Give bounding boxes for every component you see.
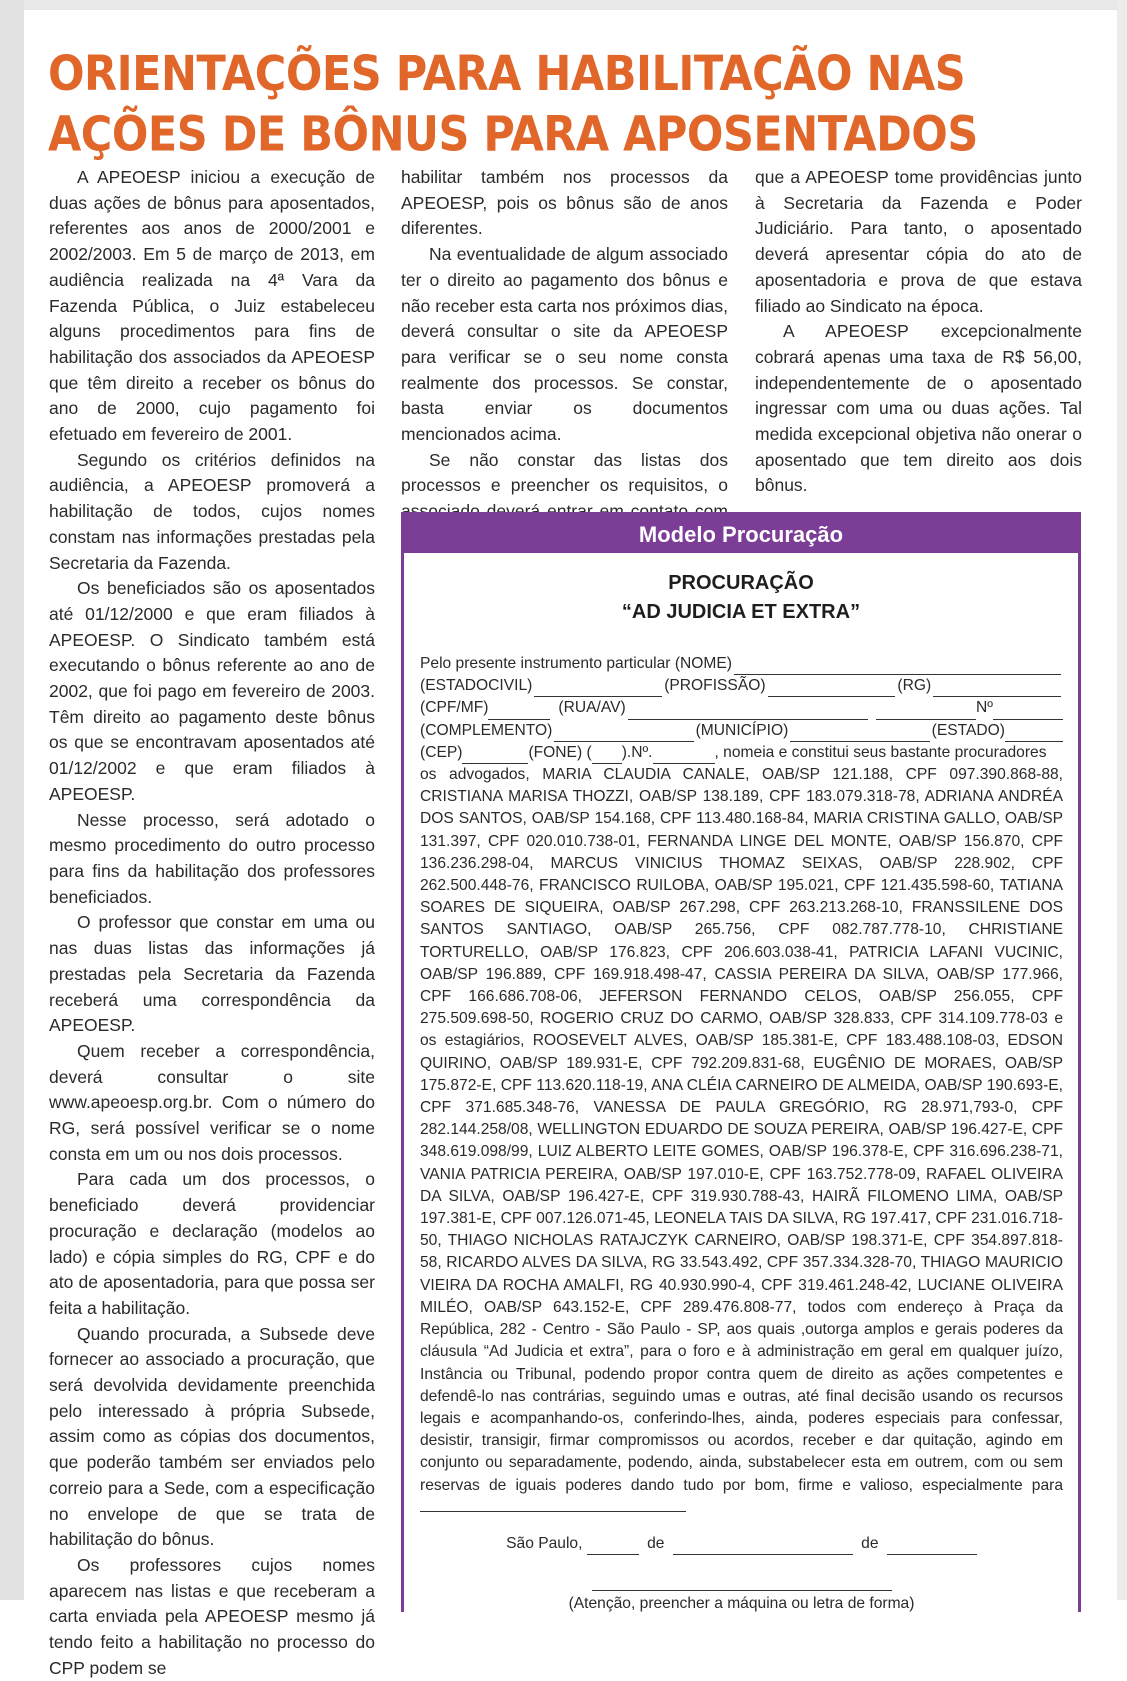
fone-blank[interactable] — [653, 747, 715, 764]
paragraph: habilitar também nos processos da APEOESP, pois os bônus são de anos diferentes. — [401, 167, 728, 239]
model-title-line-2: “AD JUDICIA ET EXTRA” — [621, 601, 861, 623]
paragraph: O professor que constar em uma ou nas duas listas das informações já prestadas pela Secretaria da Fazenda receberá uma correspondência da APEOESP. — [49, 912, 375, 1036]
fill-instruction-note: (Atenção, preencher a máquina ou letra de forma) — [568, 1595, 915, 1613]
rua-blank[interactable] — [628, 703, 868, 720]
label-cpf: (CPF/MF) — [420, 699, 489, 717]
paragraph: Para cada um dos processos, o beneficiado deverá providenciar procuração e declaração (modelos ao lado) e cópia simples do RG, CPF e do ato de aposentadoria, para que possa ser feita a habilitação. — [49, 1169, 375, 1318]
rua-blank-2[interactable] — [876, 703, 976, 720]
label-rg: (RG) — [897, 677, 932, 695]
paragraph: Os professores cujos nomes aparecem nas listas e que receberam a carta enviada pela APEOESP mesmo já tendo feito a habilitação no processo do CPP podem se — [49, 1554, 375, 1678]
paragraph: Quando procurada, a Subsede deve fornecer ao associado a procuração, que será devolvida devidamente preenchida pelo interessado à própria Subsede, assim como as cópias dos documentos, que poderão também ser enviados pelo correio para a Sede, com a especificação no envelope de que se trata de habilitação do bônus. — [49, 1323, 375, 1550]
label-municipio: (MUNICÍPIO) — [695, 721, 789, 739]
form-line-nome — [420, 653, 1063, 675]
paragraph: Na eventualidade de algum associado ter o direito ao pagamento dos bônus e não receber esta carta nos próximos dias, deverá consultar o site da APEOESP para verificar se o seu nome consta realmente dos processos. Se constar, basta enviar os documentos mencionados acima. — [401, 244, 728, 445]
label-complemento: (COMPLEMENTO) — [420, 721, 553, 739]
signature-line[interactable] — [592, 1589, 892, 1591]
estado-blank[interactable] — [1005, 725, 1063, 742]
especialmente-para-blank[interactable] — [420, 1497, 686, 1512]
form-line-cpf — [420, 697, 1063, 719]
numero-blank[interactable] — [993, 703, 1063, 720]
page-edge-right — [1117, 0, 1127, 1600]
page-edge-top — [0, 0, 1127, 10]
label-estado: (ESTADO) — [931, 721, 1005, 739]
profissao-blank[interactable] — [768, 680, 896, 697]
headline-line-2: AÇÕES DE BÔNUS PARA APOSENTADOS — [48, 106, 978, 163]
complemento-blank[interactable] — [554, 725, 693, 742]
procuracao-model-box — [401, 512, 1081, 1612]
de-label-2: de — [861, 1534, 879, 1552]
cep-blank[interactable] — [462, 747, 528, 764]
procuracao-form — [420, 653, 1063, 1615]
article-column-3 — [755, 165, 1082, 499]
paragraph: A APEOESP iniciou a execução de duas ações de bônus para aposentados, referentes aos anos de 2000/2001 e 2002/2003. Em 5 de março de 2013, em audiência realizada na 4ª Vara da Fazenda Pública, o Juiz estabeleceu alguns procedimentos para fins de habilitação dos associados da APEOESP que têm direito a receber os bônus do ano de 2000, cujo pagamento foi efetuado em fevereiro de 2001. — [49, 167, 375, 445]
model-title — [404, 569, 1078, 627]
estadocivil-blank[interactable] — [534, 680, 662, 697]
label-nome: Pelo presente instrumento particular (NOME) — [420, 655, 732, 672]
day-blank[interactable] — [587, 1538, 639, 1555]
nome-blank[interactable] — [734, 658, 1061, 675]
paragraph: Se não constar das listas dos processos e preencher os requisitos, o — [401, 449, 728, 496]
year-blank[interactable] — [887, 1538, 977, 1555]
nomeia-text: , nomeia e constitui seus bastante procuradores — [714, 743, 1047, 761]
form-line-cep — [420, 742, 1063, 764]
article-column-1 — [49, 165, 375, 1678]
paragraph: Nesse processo, será adotado o mesmo procedimento do outro processo para fins da habilitação dos professores beneficiados. — [49, 809, 375, 907]
label-estadocivil: (ESTADOCIVIL) — [420, 677, 533, 695]
label-rua: (RUA/AV) — [558, 699, 626, 717]
procuracao-body — [420, 764, 1063, 1519]
headline-line-1: ORIENTAÇÕES PARA HABILITAÇÃO NAS — [48, 46, 966, 103]
form-line-complemento — [420, 720, 1063, 742]
cpf-blank[interactable] — [488, 703, 550, 720]
model-header: Modelo Procuração — [404, 515, 1078, 553]
rg-blank[interactable] — [933, 680, 1061, 697]
article-headline — [48, 44, 1098, 165]
procuracao-body-text: os advogados, MARIA CLAUDIA CANALE, OAB/SP 121.188, CPF 097.390.868-88, CRISTIANA MARISA THOZZI, OAB/SP 138.189, CPF 183.079.318-78, ADRIANA ANDRÉA DOS SANTOS, OAB/SP 154.168, CPF 113.480.168-84, MARIA CRISTINA GALLO, OAB/SP 131.397, CPF 020.010.738-01, FERNANDA LINGE DEL MONTE, OAB/SP 156.870, CPF 136.236.298-04, MARCUS VINICIUS THOMAZ SEIXAS, OAB/SP 228.902, CPF 262.500.448-76, FRANCISCO RUILOBA, OAB/SP 195.021, CPF 121.435.598-60, TATIANA SOARES DE SIQUEIRA, OAB/SP 267.298, CPF 263.213.268-10, FRANSSILENE DOS SANTOS SANTIAGO, OAB/SP 265.756, CPF 082.787.778-10, CHRISTIANE TORTURELLO, OAB/SP 176.823, CPF 206.603.038-41, PATRICIA LAFANI VUCINIC, OAB/SP 196.889, CPF 169.918.498-47, CASSIA PEREIRA DA SILVA, OAB/SP 177.966, CPF 166.686.708-06, JEFERSON FERNANDO CELOS, OAB/SP 256.055, CPF 275.509.698-50, ROGERIO CRUZ DO CARMO, OAB/SP 328.833, CPF 314.109.778-03 e os estagiários, ROOSEVELT ALVES, OAB/SP 185.381-E, CPF 183.488.108-03, EDSON QUIRINO, OAB/SP 189.931-E, CPF 792.209.831-68, EUGÊNIO DE MORAES, OAB/SP 175.872-E, CPF 113.620.118-19, ANA CLÉIA CARNEIRO DE ALMEIDA, OAB/SP 190.693-E, CPF 371.685.348-76, VANESSA DE PAULA GREGÓRIO, RG 28.971,793-0, CPF 282.144.258/08, WELLINGTON EDUARDO DE SOUZA PEREIRA, OAB/SP 196.427-E, CPF 348.619.098/99, LUIZ ALBERTO LEITE GOMES, OAB/SP 196.378-E, CPF 316.696.238-71, VANIA PATRICIA PEREIRA, OAB/SP 197.010-E, CPF 163.752.778-09, RAFAEL OLIVEIRA DA SILVA, OAB/SP 196.427-E, CPF 319.930.788-43, HAIRÃ FILOMENO LIMA, OAB/SP 197.381-E, CPF 007.126.071-45, LEONELA TAIS DA SILVA, RG 197.417, CPF 231.016.718-50, THIAGO NICHOLAS RATAJCZYK CARNEIRO, OAB/SP 198.371-E, CPF 354.897.818-58, RICARDO ALVES DA SILVA, RG 33.543.492, CPF 357.334.328-70, THIAGO MAURICIO VIEIRA DA ROCHA AMALFI, RG 40.930.990-4, CPF 319.461.248-42, LUCIANE OLIVEIRA MILÉO, OAB/SP 643.152-E, CPF 289.476.808-77, todos com endereço à Praça da República, 282 - Centro - São Paulo - SP, aos quais ,outorga amplos e gerais poderes da cláusula “Ad Judicia et extra”, para o foro e à administração em geral em qualquer juízo, Instância ou Tribunal, podendo propor contra quem de direito as ações competentes e defendê-lo nas contrárias, seguindo umas e outras, até final decisão usando os recursos legais e acompanhando-os, conferindo-lhes, ainda, poderes especiais para confessar, desistir, transigir, firmar compromissos ou acordos, receber e dar quitação, agindo em conjunto ou separadamente, podendo, ainda, substabelecer esta em outrem, com ou sem reservas de iguais poderes dando tudo por bom, firme e valioso, especialmente para — [420, 766, 1063, 1494]
paragraph: A APEOESP excepcionalmente cobrará apenas uma taxa de R$ 56,00, independentemente de o aposentado ingressar com uma ou duas ações. Tal medida excepcional objetiva não onerar o aposentado que tem direito aos dois bônus. — [755, 321, 1082, 496]
paragraph: Quem receber a correspondência, deverá consultar o site www.apeoesp.org.br. Com o número do RG, será possível verificar se o nome consta em um ou nos dois processos. — [49, 1040, 375, 1164]
page-edge-left — [0, 0, 24, 1600]
article-column-2 — [401, 165, 728, 551]
label-profissao: (PROFISSÃO) — [664, 677, 766, 695]
city-label: São Paulo, — [506, 1534, 583, 1552]
municipio-blank[interactable] — [790, 725, 929, 742]
label-cep: (CEP) — [420, 743, 463, 761]
month-blank[interactable] — [673, 1538, 853, 1555]
label-fone: (FONE) ( — [528, 743, 592, 761]
de-label-1: de — [647, 1534, 665, 1552]
paragraph: Segundo os critérios definidos na audiência, a APEOESP promoverá a habilitação de todos, cujos nomes constam nas informações prestadas pela Secretaria da Fazenda. — [49, 449, 375, 573]
label-fone-n: ).Nº. — [621, 743, 653, 761]
signature-date-line — [420, 1533, 1063, 1555]
model-title-line-1: PROCURAÇÃO — [668, 572, 814, 594]
paragraph: Os beneficiados são os aposentados até 01/12/2000 e que eram filiados à APEOESP. O Sindicato também está executando o bônus referente ao ano de 2002, que foi pago em fevereiro de 2003. Têm direito ao pagamento deste bônus os que se encontravam aposentados até 01/12/2002 e que eram filiados à APEOESP. — [49, 578, 375, 804]
ddd-blank[interactable] — [592, 747, 622, 764]
paragraph: que a APEOESP tome providências junto à Secretaria da Fazenda e Poder Judiciário. Para tanto, o aposentado deverá apresentar cópia do ato de aposentadoria e prova de que estava filiado ao Sindicato na época. — [755, 167, 1082, 316]
label-numero: Nº — [976, 699, 993, 717]
form-line-estadocivil — [420, 675, 1063, 697]
